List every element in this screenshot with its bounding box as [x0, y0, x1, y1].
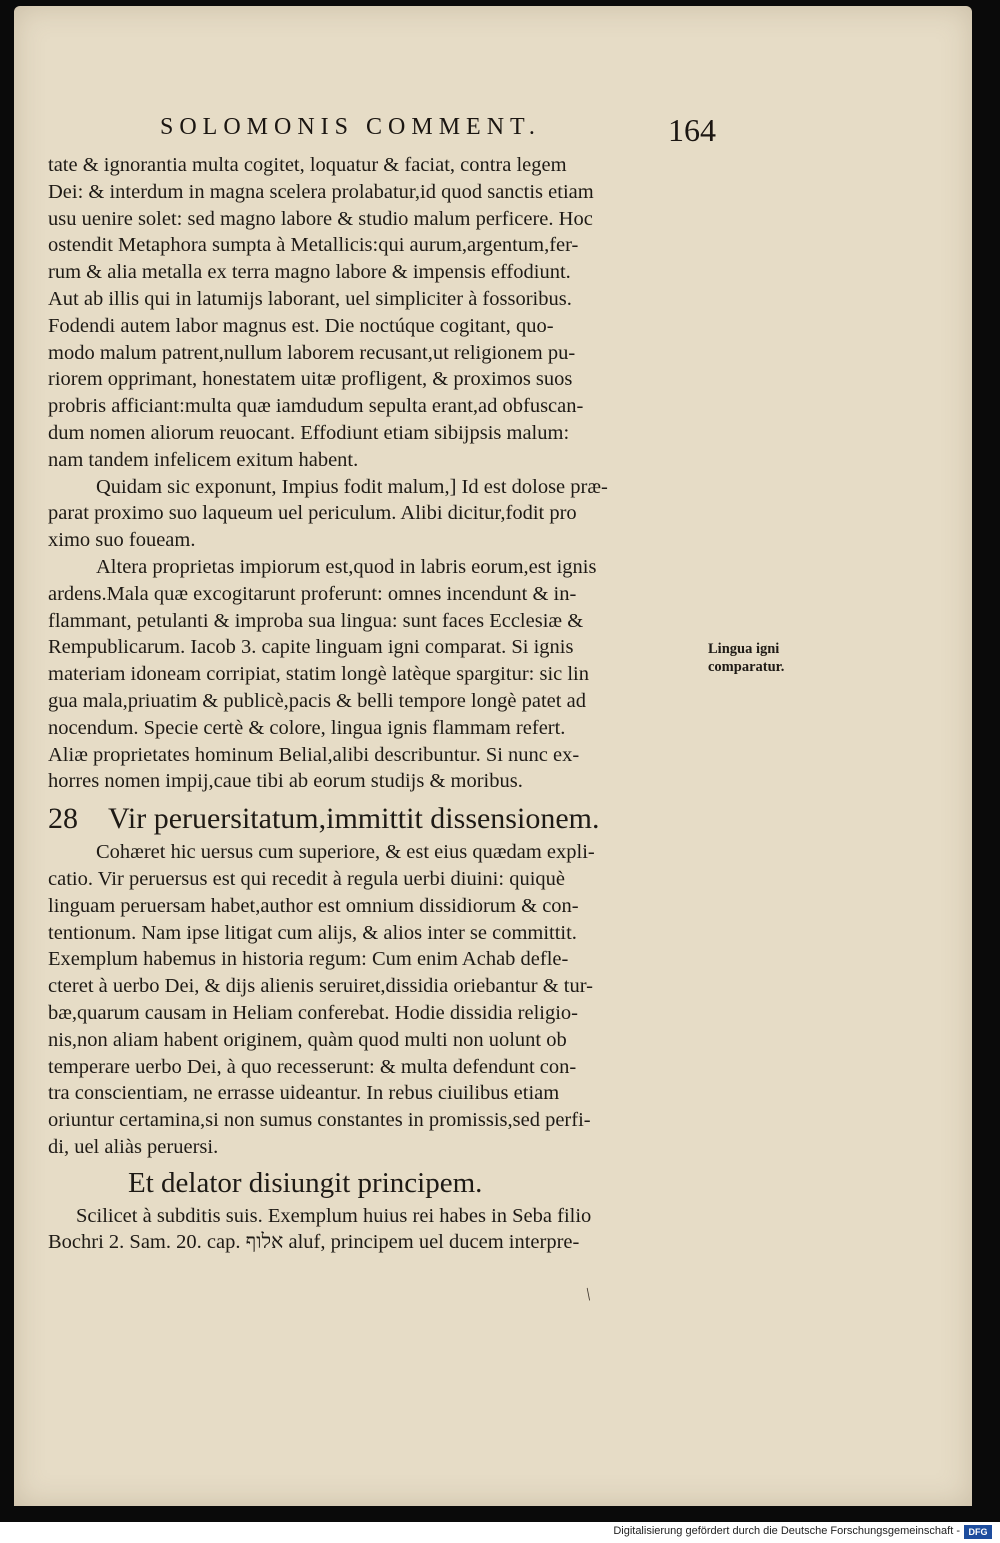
text-line: Aliæ proprietates hominum Belial,alibi describuntur. Si nunc ex-: [48, 743, 580, 766]
ink-mark-icon: /: [581, 1284, 596, 1304]
text-line: nocendum. Specie certè & colore, lingua ignis flammam refert.: [48, 716, 566, 739]
text-line: Dei: & interdum in magna scelera prolabatur,id quod sanctis etiam: [48, 180, 594, 203]
verse-heading: [48, 799, 726, 839]
text-line: riorem opprimant, honestatem uitæ profligent, & proximos suos: [48, 368, 573, 391]
text-line: Rempublicarum. Iacob 3. capite linguam igni comparat. Si ignis: [48, 636, 574, 659]
text-line: Exemplum habemus in historia regum: Cum enim Achab defle-: [48, 948, 569, 971]
funding-note: Digitalisierung gefördert durch die Deutsche Forschungsgemeinschaft -: [613, 1525, 960, 1537]
text-line: dum nomen aliorum reuocant. Effodiunt etiam sibijpsis malum:: [48, 421, 570, 444]
text-line: materiam idoneam corripiat, statim longè latèque spargitur: sic lin: [48, 663, 590, 686]
text-line: catio. Vir peruersus est qui recedit à regula uerbi diuini: quiquè: [48, 867, 565, 890]
text-line: nis,non aliam habent originem, quàm quod multi non uolunt ob: [48, 1028, 567, 1051]
text-line: linguam peruersam habet,author est omnium dissidiorum & con-: [48, 894, 579, 917]
text-line: ximo suo foueam.: [48, 529, 196, 552]
body-text: [48, 152, 726, 1256]
text-line: nam tandem infelicem exitum habent.: [48, 448, 359, 471]
text-line: Scilicet à subditis suis. Exemplum huius rei habes in Seba filio: [76, 1204, 592, 1227]
text-line: Quidam sic exponunt, Impius fodit malum,] Id est dolose præ-: [96, 475, 608, 498]
text-line: modo malum patrent,nullum laborem recusant,ut religionem pu-: [48, 341, 576, 364]
footer-bar: [0, 1522, 1000, 1543]
text-line: Altera proprietas impiorum est,quod in labris eorum,est ignis: [96, 555, 597, 578]
text-line: usu uenire solet: sed magno labore & studio malum perficere. Hoc: [48, 207, 593, 230]
text-line: ostendit Metaphora sumpta à Metallicis:qui aurum,argentum,fer-: [48, 234, 579, 257]
text-line: ardens.Mala quæ excogitarunt proferunt: omnes incendunt & in-: [48, 582, 577, 605]
running-header: SOLOMONIS COMMENT.: [160, 114, 541, 140]
marginal-note-line: comparatur.: [708, 659, 785, 675]
text-line: tate & ignorantia multa cogitet, loquatur & faciat, contra legem: [48, 154, 567, 176]
book-page: [14, 6, 972, 1506]
text-line: Aut ab illis qui in latumijs laborant, uel simpliciter à fossoribus.: [48, 287, 572, 310]
text-line: cteret à uerbo Dei, & dijs alienis seruiret,dissidia oriebantur & tur-: [48, 975, 593, 998]
page-number: 164: [668, 112, 716, 148]
text-line: Bochri 2. Sam. 20. cap. אלוף aluf, principem uel ducem interpre-: [48, 1231, 580, 1254]
section-heading: Et delator disiungit principem.: [128, 1166, 483, 1199]
text-line: probris afficiant:multa quæ iamdudum sepulta erant,ad obfuscan-: [48, 395, 584, 418]
text-line: bæ,quarum causam in Heliam conferebat. Hodie dissidia religio-: [48, 1001, 578, 1024]
text-line: rum & alia metalla ex terra magno labore & impensis effodiunt.: [48, 261, 571, 284]
text-line: di, uel aliàs peruersi.: [48, 1135, 219, 1158]
text-line: tentionum. Nam ipse litigat cum alijs, & alios inter se committit.: [48, 921, 577, 944]
text-line: Fodendi autem labor magnus est. Die noctúque cogitant, quo-: [48, 314, 554, 337]
verse-heading-text: Vir peruersitatum,immittit dissensionem.: [108, 802, 600, 836]
text-line: horres nomen impij,caue tibi ab eorum studijs & moribus.: [48, 770, 523, 793]
dfg-logo: DFG: [964, 1525, 992, 1539]
text-line: flammant, petulanti & improba sua lingua: sunt faces Ecclesiæ &: [48, 609, 584, 632]
verse-number: 28: [48, 802, 78, 836]
text-line: parat proximo suo laqueum uel periculum. Alibi dicitur,fodit pro: [48, 502, 577, 525]
text-line: oriuntur certamina,si non sumus constantes in promissis,sed perfi-: [48, 1109, 591, 1132]
marginal-note-line: Lingua igni: [708, 641, 780, 657]
marginal-note: [708, 640, 818, 676]
text-line: tra conscientiam, ne errasse uideantur. In rebus ciuilibus etiam: [48, 1082, 560, 1105]
text-line: gua mala,priuatim & publicè,pacis & belli tempore longè patet ad: [48, 689, 586, 712]
text-line: Cohæret hic uersus cum superiore, & est eius quædam expli-: [96, 841, 595, 864]
text-line: temperare uerbo Dei, à quo recesserunt: & multa defendunt con-: [48, 1055, 577, 1078]
